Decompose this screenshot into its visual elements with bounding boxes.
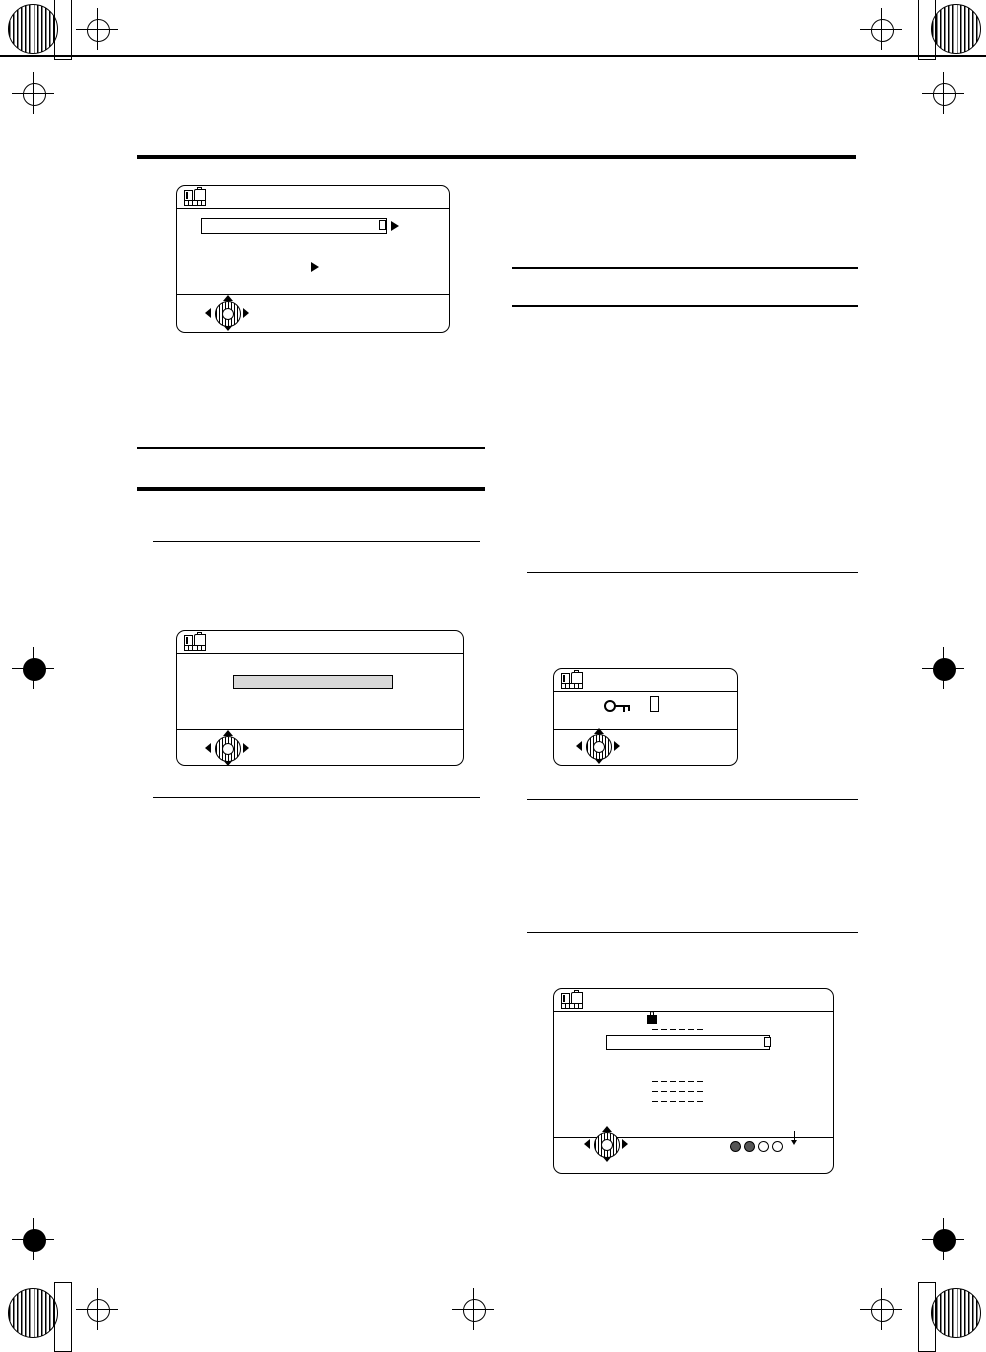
crop-box-bottom-left bbox=[54, 1282, 72, 1352]
left-heading-rule-upper bbox=[137, 447, 485, 449]
password-row-3 bbox=[652, 1101, 703, 1102]
figure-progress bbox=[176, 630, 464, 766]
password-row-2 bbox=[652, 1091, 703, 1092]
screen-footer-divider bbox=[177, 294, 449, 295]
battery-icon bbox=[561, 1003, 583, 1009]
navigation-pad-icon[interactable] bbox=[584, 1129, 628, 1161]
progress-bar bbox=[233, 675, 393, 689]
screen-header-divider bbox=[554, 1011, 833, 1012]
navigation-pad-icon[interactable] bbox=[576, 731, 620, 763]
battery-icon bbox=[184, 645, 206, 651]
crop-box-top-right bbox=[918, 0, 936, 60]
registration-cross-lower-right-edge bbox=[922, 1218, 964, 1260]
page-dot-4[interactable] bbox=[772, 1141, 783, 1152]
password-row-1 bbox=[652, 1081, 703, 1082]
password-placeholder-dashes bbox=[652, 1029, 703, 1030]
left-figure-bottom-rule bbox=[153, 797, 480, 798]
lock-icon bbox=[647, 1015, 657, 1024]
registration-cross-bottom-left bbox=[76, 1288, 118, 1330]
figure-password-entry bbox=[553, 988, 834, 1174]
registration-cross-upper-right-edge bbox=[922, 72, 964, 114]
navigation-pad-icon[interactable] bbox=[205, 733, 249, 765]
registration-cross-bottom-center bbox=[452, 1288, 494, 1330]
registration-circle-top-right bbox=[931, 4, 981, 54]
text-cursor-icon bbox=[379, 220, 386, 230]
left-subsection-rule bbox=[153, 541, 480, 542]
submenu-arrow-secondary-icon bbox=[311, 262, 319, 272]
battery-icon bbox=[561, 683, 583, 689]
registration-cross-mid-left bbox=[12, 647, 54, 689]
crop-box-top-left bbox=[54, 0, 72, 60]
scroll-down-icon[interactable] bbox=[790, 1131, 799, 1145]
registration-circle-top-left bbox=[8, 4, 58, 54]
screen-header-divider bbox=[177, 653, 463, 654]
right-subsection-rule-3 bbox=[527, 932, 858, 933]
registration-cross-top-right bbox=[860, 8, 902, 50]
screen-footer-divider bbox=[177, 729, 463, 730]
right-heading-rule-lower bbox=[512, 305, 858, 307]
right-heading-rule-upper bbox=[512, 267, 858, 269]
page-dot-1[interactable] bbox=[730, 1141, 741, 1152]
key-icon bbox=[604, 700, 630, 712]
page-dot-2[interactable] bbox=[744, 1141, 755, 1152]
registration-cross-top-left bbox=[76, 8, 118, 50]
page-dot-3[interactable] bbox=[758, 1141, 769, 1152]
text-cursor-icon bbox=[764, 1037, 771, 1047]
figure-menu-select bbox=[176, 185, 450, 333]
screen-header-divider bbox=[554, 691, 737, 692]
battery-icon bbox=[184, 200, 206, 206]
registration-cross-lower-left-edge bbox=[12, 1218, 54, 1260]
registration-circle-bottom-right bbox=[931, 1288, 981, 1338]
registration-cross-bottom-right bbox=[860, 1288, 902, 1330]
right-subsection-rule-2 bbox=[527, 799, 858, 800]
left-heading-rule-lower bbox=[137, 487, 485, 491]
registration-cross-upper-left-edge bbox=[12, 72, 54, 114]
registration-circle-bottom-left bbox=[8, 1288, 58, 1338]
password-input-field[interactable] bbox=[606, 1035, 770, 1050]
sheet-top-rule bbox=[0, 55, 986, 57]
right-subsection-rule-1 bbox=[527, 572, 858, 573]
registration-cross-mid-right bbox=[922, 647, 964, 689]
figure-key-protect bbox=[553, 668, 738, 766]
navigation-pad-icon[interactable] bbox=[205, 298, 249, 330]
crop-box-bottom-right bbox=[918, 1282, 936, 1352]
screen-footer-divider bbox=[554, 729, 737, 730]
top-heavy-rule bbox=[137, 155, 856, 159]
card-slot-icon bbox=[650, 696, 659, 712]
menu-selection-bar[interactable] bbox=[201, 218, 387, 234]
submenu-arrow-primary-icon bbox=[391, 221, 399, 231]
screen-header-divider bbox=[177, 208, 449, 209]
